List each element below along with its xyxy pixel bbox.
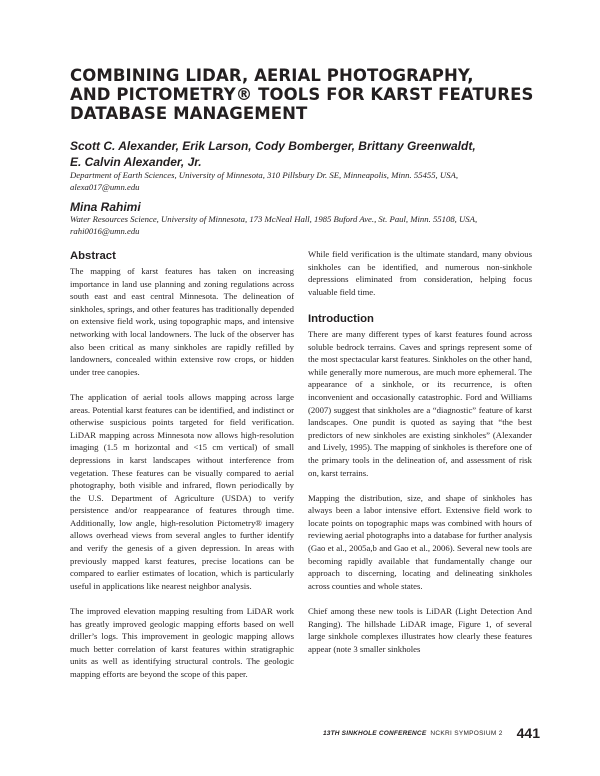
author-2: Mina Rahimi (70, 200, 141, 214)
title-line: COMBINING LIDAR, AERIAL PHOTOGRAPHY, (70, 66, 474, 85)
page-number: 441 (516, 725, 540, 741)
affiliation-1 (70, 169, 540, 193)
author-line: E. Calvin Alexander, Jr. (70, 155, 202, 169)
page-footer (310, 722, 540, 744)
abstract-paragraph: The mapping of karst features has taken on increasing importance in land use planning and zoning regulations across south east and east central Minnesota. The delineation of sinkholes, springs, and other features has traditionally depended on extensive field work, using topographic maps, and intensive networking with local landowners. The luck of the observer has also been critical as many sinkholes are rapidly refilled by landowners, concealed within extensive row crops, or hidden under tree canopies. (70, 266, 294, 377)
paper-title (70, 66, 540, 123)
title-line: DATABASE MANAGEMENT (70, 104, 308, 123)
introduction-heading: Introduction (308, 312, 374, 325)
affiliation-2 (70, 213, 540, 237)
right-column (308, 248, 532, 655)
title-line: AND PICTOMETRY® TOOLS FOR KARST FEATURES (70, 85, 534, 104)
abstract-paragraph: While field verification is the ultimate standard, many obvious sinkholes can be identified, and numerous non-sinkhole depressions eliminated from consideration, helping focus valuable field time. (308, 249, 532, 297)
affiliation-email: rahi0016@umn.edu (70, 226, 140, 236)
affiliation-line: Department of Earth Sciences, University of Minnesota, 310 Pillsbury Dr. SE, Minneapolis, Minn. 55455, USA, (70, 170, 458, 180)
abstract-paragraph: The application of aerial tools allows mapping across large areas. Potential karst features can be identified, and indistinct or otherwise suspicious points targeted for field verification. LiDAR mapping across Minnesota now allows high-resolution imaging (1.5 m horizontal and <15 cm vertical) of small depressions in karst landscapes without interference from vegetation. These features can be visually compared to aerial photography, both visible and infrared, flown periodically by the U.S. Department of Agriculture (USDA) to verify persistence and/or reappearance of features through time. Additionally, low angle, high-resolution Pictometry® imagery allows overhead views from several angles to further identify and verify the genesis of a given depression. In areas with previously mapped karst features, precise locations can be compared to earlier estimates of location, which is particularly useful in applications like nearest neighbor analysis. (70, 391, 294, 591)
affiliation-email: alexa017@umn.edu (70, 182, 140, 192)
abstract-heading: Abstract (70, 250, 116, 262)
introduction-paragraph: Chief among these new tools is LiDAR (Light Detection And Ranging). The hillshade LiDAR image, Figure 1, of several large sinkhole complexes illustrates how clearly these features appear (note 3 smaller sinkholes (308, 606, 532, 654)
author-line: Scott C. Alexander, Erik Larson, Cody Bomberger, Brittany Greenwaldt, (70, 139, 476, 153)
conference-name: 13TH SINKHOLE CONFERENCE (322, 729, 427, 737)
left-column (70, 248, 294, 681)
author-list (70, 138, 540, 170)
symposium-name: NCKRI SYMPOSIUM 2 (430, 729, 503, 737)
abstract-paragraph: The improved elevation mapping resulting from LiDAR work has greatly improved geologic mapping efforts based on well driller’s logs. This improvement in geologic mapping allows much better correlation of karst features within stratigraphic units as well as identifying structural controls. The geologic mapping efforts are beyond the scope of this paper. (70, 606, 294, 679)
affiliation-line: Water Resources Science, University of Minnesota, 173 McNeal Hall, 1985 Buford Ave., St. Paul, Minn. 55108, USA, (70, 214, 478, 224)
introduction-paragraph: There are many different types of karst features found across soluble bedrock terrains. Caves and springs represent some of the most spectacular karst features. Sinkholes on the other hand, while generally more numerous, are much more ephemeral. The appearance of a sinkhole, or its recurrence, is often inconvenient and occasionally catastrophic. Ford and Williams (2007) suggest that sinkholes are a “diagnostic” feature of karst landscapes. One pundit is quoted as saying that “the best predictors of new sinkholes are existing sinkholes” (Alexander and Lively, 1995). The mapping of sinkholes is therefore one of the primary tools in the delineation of, and assessment of risk on, karst terrains. (308, 328, 532, 478)
introduction-paragraph: Mapping the distribution, size, and shape of sinkholes has always been a labor intensive effort. Extensive field work to locate points on topographic maps was combined with hours of reviewing aerial photographs into a database for further analysis (Gao et al., 2005a,b and Gao et al., 2006). Several new tools are becoming rapidly available that fundamentally change our approach to discerning, locating and delineating sinkholes across counties and whole states. (308, 492, 532, 591)
